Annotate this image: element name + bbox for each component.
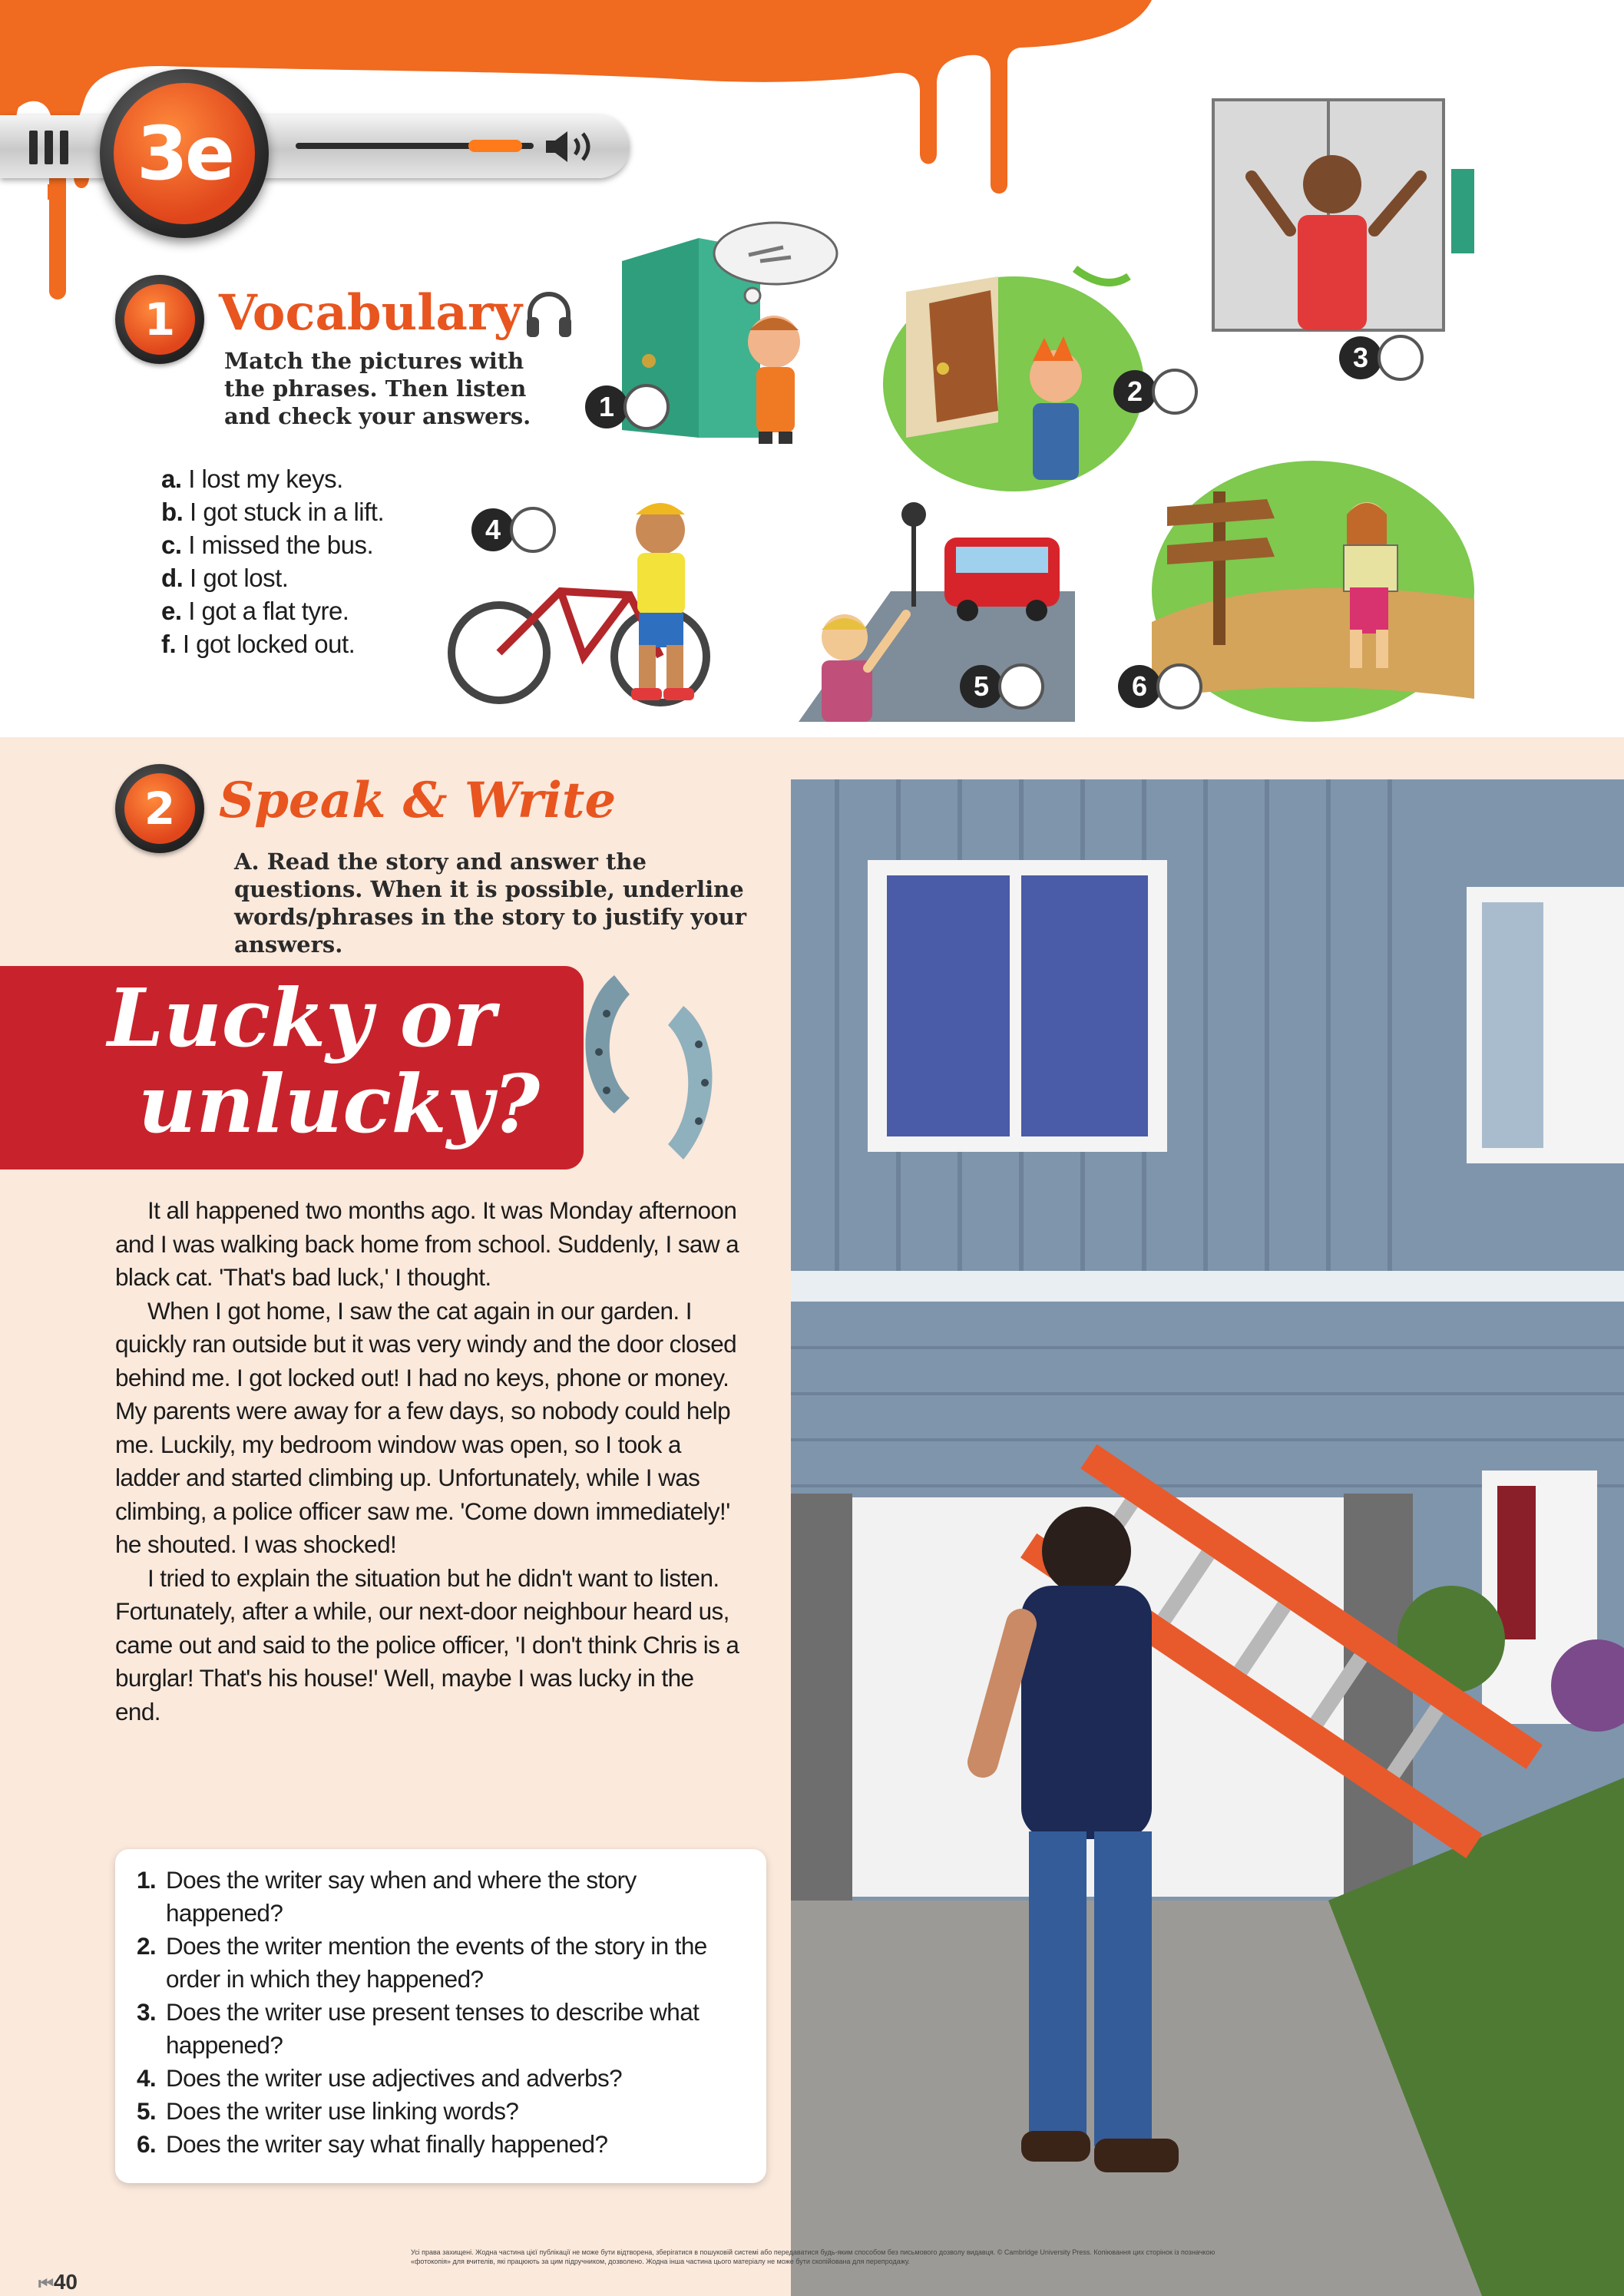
picture-stuck-in-lift: [1198, 84, 1490, 346]
page-back-icon[interactable]: ⏮: [38, 2274, 54, 2293]
story-paragraph: I tried to explain the situation but he didn't want to listen. Fortunately, after a while, our next-door neighbour heard us, came out and said to the police officer, 'I don't think Chris is a burglar! That's his house!' Well, maybe I was lucky in the end.: [115, 1563, 739, 1725]
speaker-icon[interactable]: [541, 127, 603, 166]
picture-4-answer-marker[interactable]: 4: [471, 507, 556, 553]
picture-6-answer-marker[interactable]: 6: [1118, 663, 1202, 710]
question-item: 1. Does the writer say when and where the story happened?: [137, 1866, 637, 1927]
phrase-item: d. I got lost.: [161, 564, 289, 592]
phrase-item: a. I lost my keys.: [161, 465, 343, 493]
audio-progress-handle[interactable]: [468, 140, 522, 152]
phrase-item: b. I got stuck in a lift.: [161, 498, 385, 526]
story-text: [115, 1194, 745, 1729]
page-number: ⏮40: [38, 2270, 78, 2294]
vocabulary-phrase-list: [161, 462, 384, 660]
copyright-notice: Усі права захищені. Жодна частина цієї публікації не може бути відтворена, зберігатися в пошуковій системі або передаватися будь-яким способом без письмового дозволу видавця. © Cambridge University Press. Копіювання цих сторінок із позначкою «фотокопія» для вчителів, які працюють за цим підручником, дозволено. Жодна інша частина цього матеріалу не може бути скопійована для перепродажу.: [411, 2248, 1216, 2265]
question-item: 3. Does the writer use present tenses to describe what happened?: [137, 1998, 700, 2059]
picture-3-answer-marker[interactable]: 3: [1339, 335, 1424, 381]
vocabulary-title: Vocabulary: [219, 284, 522, 342]
picture-5-answer-marker[interactable]: 5: [960, 663, 1044, 710]
question-item: 4. Does the writer use adjectives and adverbs?: [137, 2064, 623, 2092]
pause-icon[interactable]: [29, 131, 83, 164]
picture-1-answer-marker[interactable]: 1: [585, 384, 670, 430]
vocabulary-instruction: Match the pictures with the phrases. Then listen and check your answers.: [224, 348, 531, 429]
horseshoe-icon: [568, 960, 737, 1175]
unit-number: 3e: [137, 111, 232, 197]
story-paragraph: When I got home, I saw the cat again in our garden. I quickly ran outside but it was very windy and the door closed behind me. I got locked out! I had no keys, phone or money. My parents were away for a few days, so nobody could help me. Luckily, my bedroom window was open, so I took a ladder and started climbing up. Unfortunately, while I was climbing, a police officer saw me. 'Come down immediately!' he shouted. I was shocked!: [115, 1296, 737, 1558]
unit-badge: [100, 69, 269, 238]
picture-2-answer-marker[interactable]: 2: [1113, 369, 1198, 415]
picture-locked-out: [883, 246, 1144, 491]
story-paragraph: It all happened two months ago. It was Monday afternoon and I was walking back home from school. Suddenly, I saw a black cat. 'That's bad luck,' I thought.: [115, 1196, 739, 1291]
phrase-item: f. I got locked out.: [161, 630, 356, 658]
photo-boy-with-ladder: [791, 779, 1624, 2296]
question-item: 5. Does the writer use linking words?: [137, 2097, 519, 2125]
question-item: 2. Does the writer mention the events of the story in the order in which they happened?: [137, 1932, 707, 1993]
speak-write-title: Speak & Write: [219, 772, 617, 829]
story-title: Lucky or unlucky?: [107, 971, 541, 1151]
section-number-1: 1: [115, 275, 204, 364]
question-item: 6. Does the writer say what finally happened?: [137, 2130, 608, 2158]
phrase-item: c. I missed the bus.: [161, 531, 374, 559]
picture-flat-tyre: [430, 461, 752, 706]
phrase-item: e. I got a flat tyre.: [161, 597, 349, 625]
section-number-2: 2: [115, 764, 204, 853]
headphones-icon[interactable]: [522, 288, 576, 342]
speak-write-instruction: A. Read the story and answer the questions. When it is possible, underline words/phrases in the story to justify your answers.: [234, 849, 747, 958]
questions-list: [137, 1864, 751, 2161]
